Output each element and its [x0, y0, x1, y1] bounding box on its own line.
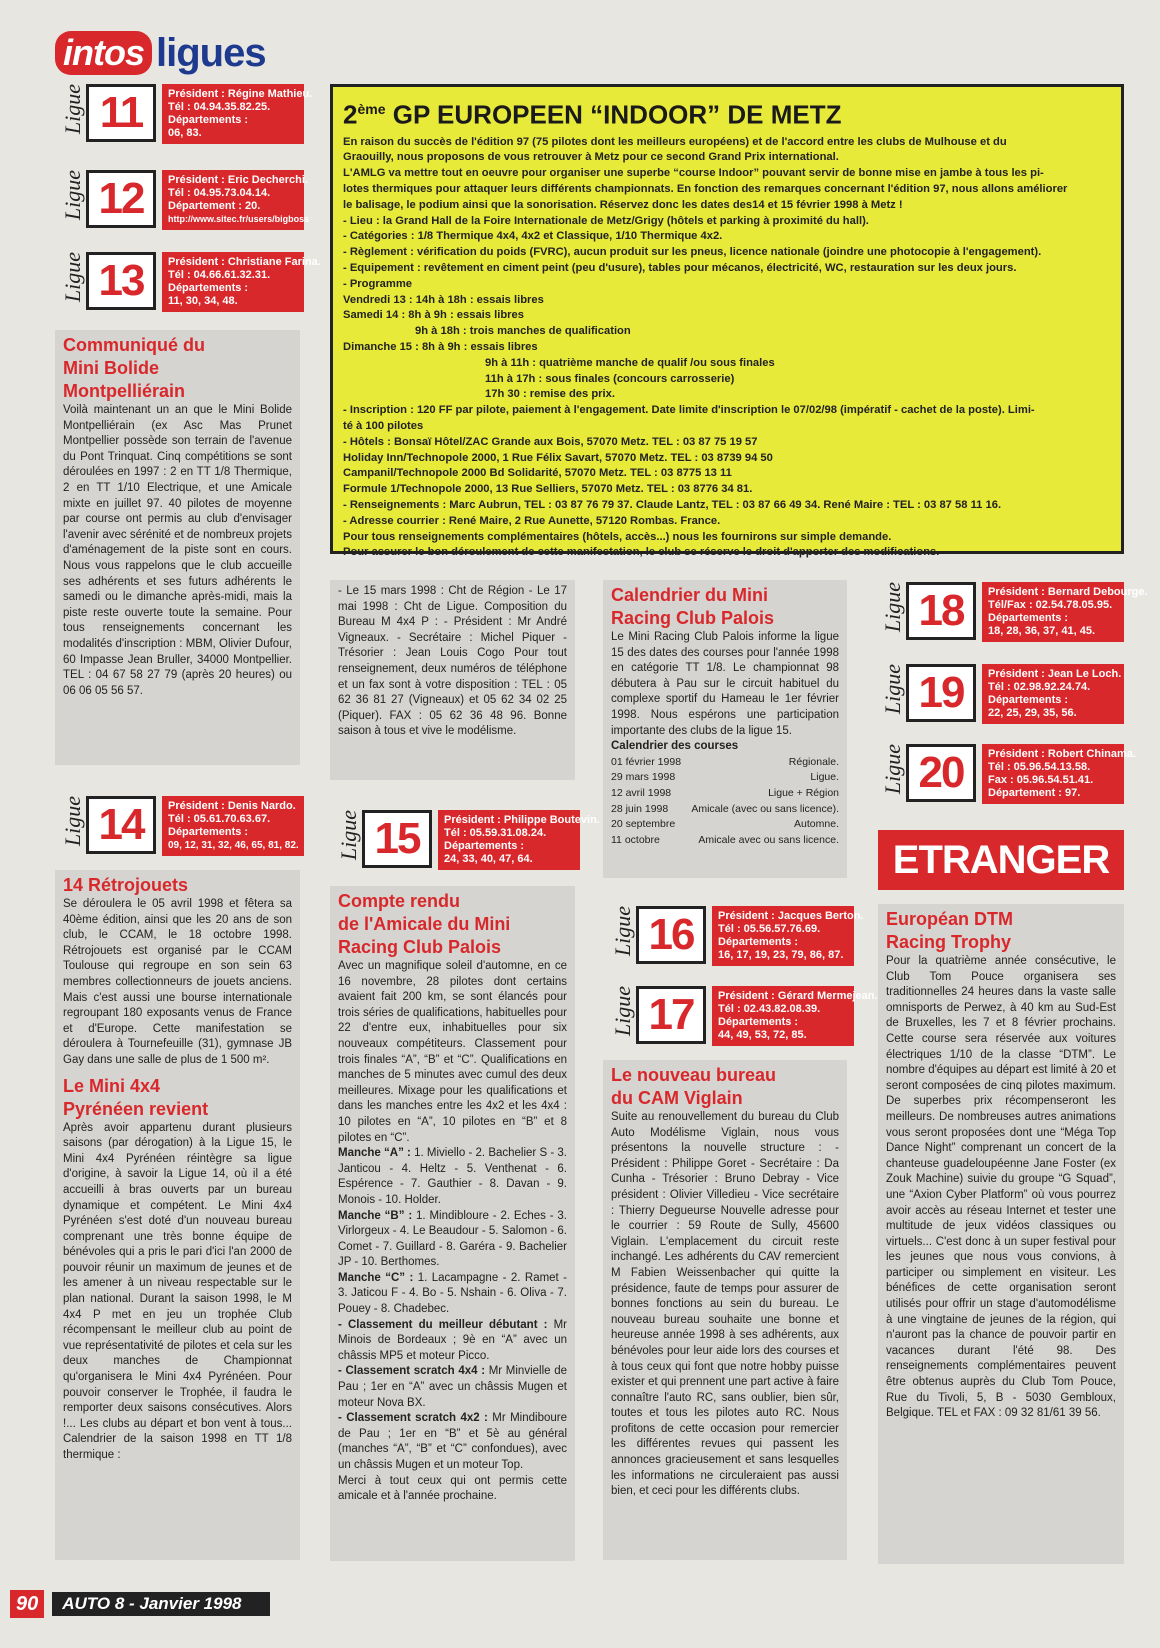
ligue-president: Président : Philippe Boutevin. — [444, 814, 600, 826]
manche-label: Manche “A” : — [338, 1147, 411, 1160]
ligue-17-box — [610, 986, 878, 1046]
ligue-info — [162, 252, 321, 312]
palois-calendar-article — [603, 580, 847, 878]
viglain-article — [603, 1060, 847, 1560]
section-header — [55, 28, 266, 78]
gp-line: 9h à 11h : quatrième manche de qualif /ou sous finales — [485, 356, 775, 369]
gp-line: té à 100 pilotes — [343, 420, 424, 432]
ligue-dept-label: Départements : — [718, 1016, 799, 1028]
mini4x4-text: Après avoir appartenu durant plusieurs saisons (par dérogation) à la Ligue 15, le Mini 4x4 Pyrénéen réintègre sa ligue d'origine, à savoir la Ligue 14, où il a été accueilli à bras ouverts par un bureau dynamique et compétent. Le Mini 4x4 Pyrénéen s'est doté d'un nouveau bureau comprenant une très bonne équipe de bénévoles qui a pris le pari d'ici l'an 2000 de pouvoir réunir un maximum de jeunes et de les amener à un niveau respectable sur le plan national. Durant la saison 1998, le M 4x4 P met en jeu un trophée Club récompensant le meilleur club au point de vue représentativité de pilotes et cela sur les deux manches de Championnat qu'organisera le Mini 4x4 Pyrénéen. Pour pouvoir conserver le Trophée, il faudra le remporter deux saisons consécutives. Alors !... Les clubs au départ et bon vent à tous... Calendrier de la saison 1998 en TT 1/8 thermique : — [63, 1121, 292, 1461]
title-line: 14 Rétrojouets — [63, 875, 189, 895]
ligue-15-box — [336, 810, 600, 870]
calendar-type: Amicale (avec ou sans licence). — [691, 802, 839, 815]
gp-metz-box — [330, 84, 1124, 559]
ligue-label: Ligue — [60, 252, 85, 303]
gp-line: Campanil/Technopole 2000 Bd Solidarité, 57070 Metz. TEL : 03 8775 13 11 — [343, 467, 732, 480]
calendar-type: Automne. — [794, 818, 839, 831]
calendar-type: Régionale. — [788, 755, 839, 768]
ligue-19-box — [880, 664, 1124, 724]
ligue-tel: Tél : 02.98.92.24.74. — [988, 681, 1091, 693]
ligue-president: Président : Eric Decherchi. — [168, 174, 308, 186]
ligue-dept-label: Départements : — [168, 826, 249, 838]
gp-line: Graouilly, nous proposons de vous retrouver à Metz pour ce second Grand Prix international. — [343, 151, 839, 164]
ligue-president: Président : Gérard Mermejean. — [718, 990, 878, 1002]
calendar-date: 11 octobre — [611, 833, 660, 846]
ligue-label: Ligue — [336, 810, 361, 861]
calendar-date: 01 février 1998 — [611, 755, 682, 768]
ligue-number: 13 — [86, 252, 156, 310]
ligue-info — [162, 84, 313, 144]
ligue-fax: Fax : 05.96.54.51.41. — [988, 774, 1094, 786]
calendar-row — [611, 802, 839, 818]
ligue-tel: Tél : 04.95.73.04.14. — [168, 187, 271, 199]
ligue-label: Ligue — [880, 664, 905, 715]
header-ligues: ligues — [156, 30, 266, 75]
manche-label: Manche “B” : — [338, 1209, 413, 1222]
ligue15-info-text: - Le 15 mars 1998 : Cht de Région - Le 17 mai 1998 : Cht de Ligue. Composition du Bureau M 4x4 P : - Président : Mr André Vigneaux. - Secrétaire : Michel Piquer - Trésorier : Jean Louis Cogo Pour tout renseignement, deux numéros de téléphone et un fax sont à votre disposition : TEL : 05 62 36 81 27 (Vigneaux) et 05 62 34 02 25 (Piquer). FAX : 05 62 36 48 96. Bonne saison à tous et vive le modélisme. — [338, 585, 567, 738]
gp-line: Holiday Inn/Technopole 2000, 1 Rue Félix Savart, 57070 Metz. TEL : 03 8739 94 50 — [343, 451, 773, 464]
gp-line: En raison du succès de l'édition 97 (75 pilotes dont les meilleurs européens) et de l'accord entre les clubs de Mulhouse et du — [343, 135, 1007, 148]
ligue-label: Ligue — [60, 170, 85, 221]
ligue-label: Ligue — [880, 744, 905, 795]
ligue-label: Ligue — [60, 796, 85, 847]
title-line: Racing Trophy — [886, 932, 1012, 952]
calendar-date: 28 juin 1998 — [611, 802, 669, 815]
manche-results: 1. Mindibloure - 2. Eches - 3. Virlorgeux - 4. Le Beaudour - 5. Salomon - 6. Comet - 7. Guillard - 8. Garéra - 9. Bachelier JP - 10. Berthomes. — [338, 1209, 567, 1269]
ligue-12-box — [60, 170, 310, 230]
gp-title-text: GP EUROPEEN “INDOOR” DE METZ — [385, 99, 842, 130]
gp-title-num: 2 — [343, 99, 358, 130]
ligue-20-box — [880, 744, 1136, 804]
manche-results: 1. Lacampagne - 2. Ramet - 3. Jaticou F - 4. Bo - 5. Nshain - 6. Oliva - 7. Pouey - 8. Chadebec. — [338, 1271, 567, 1316]
amicale-title — [338, 890, 567, 959]
ligue-number: 15 — [362, 810, 432, 868]
gp-line: le balisage, le podium ainsi que la sonorisation. Réservez donc les dates des14 et 15 février 1998 à Metz ! — [343, 198, 903, 211]
title-line: Calendrier du Mini — [611, 585, 769, 605]
classement-text: Mr Minvielle de Pau ; 1er en “A” avec un châssis Mugen et moteur Nova BX. — [338, 1365, 567, 1409]
dtm-title — [886, 908, 1116, 954]
gp-line: - Catégories : 1/8 Thermique 4x4, 4x2 et Classique, 1/10 Thermique 4x2. — [343, 230, 723, 243]
gp-line: - Renseignements : Marc Aubrun, TEL : 03 87 76 79 37. Claude Lantz, TEL : 03 87 66 49 34. René Maire : TEL : 03 87 58 11 16. — [343, 498, 1002, 511]
gp-line: - Adresse courrier : René Maire, 2 Rue Aunette, 57120 Rombas. France. — [343, 514, 721, 527]
classement-4x2 — [338, 1411, 567, 1473]
ligue-tel: Tél/Fax : 02.54.78.05.95. — [988, 599, 1113, 611]
ligue-number: 17 — [636, 986, 706, 1044]
palois-text: Le Mini Racing Club Palois informe la ligue 15 des dates des courses pour l'année 1998 en catégorie TT 1/8. Le championnat 98 débutera à Pau sur le circuit habituel du complexe sportif du Hameau le 1er février 1998. Nous espérons une participation importante des clubs de la ligue 15. — [611, 631, 839, 737]
title-line: Communiqué du — [63, 335, 205, 355]
title-line: Le Mini 4x4 — [63, 1075, 161, 1096]
calendar-date: 20 septembre — [611, 818, 676, 831]
title-line: Le nouveau bureau — [611, 1065, 777, 1085]
ligue-president: Président : Bernard Debourge. — [988, 586, 1148, 598]
ligue-depts: 24, 33, 40, 47, 64. — [444, 853, 533, 865]
gp-line: - Hôtels : Bonsaï Hôtel/ZAC Grande aux Bois, 57070 Metz. TEL : 03 87 75 19 57 — [343, 435, 758, 448]
classement-label: - Classement scratch 4x2 : — [338, 1412, 488, 1425]
ligue-dept-label: Départements : — [168, 282, 249, 294]
gp-line: Formule 1/Technopole 2000, 13 Rue Selliers, 57070 Metz. TEL : 03 8776 34 81. — [343, 483, 753, 496]
ligue-number: 16 — [636, 906, 706, 964]
ligue-depts: 22, 25, 29, 35, 56. — [988, 707, 1077, 719]
ligue-dept-label: Départements : — [718, 936, 799, 948]
gp-line: - Règlement : vérification du poids (FVRC), aucun produit sur les pneus, licence nationale (joindre une photocopie à l'engagement). — [343, 246, 1042, 259]
ligue-tel: Tél : 05.59.31.08.24. — [444, 827, 547, 839]
manche-label: Manche “C” : — [338, 1271, 414, 1284]
ligue-number: 18 — [906, 582, 976, 640]
gp-line: Pour tous renseignements complémentaires (hôtels, accès...) nous les fournirons sur simple demande. — [343, 530, 892, 543]
calendar-list — [611, 755, 839, 849]
ligue-tel: Tél : 05.61.70.63.67. — [168, 813, 271, 825]
ligue15-info-article — [330, 580, 575, 780]
ligue-info — [712, 906, 864, 966]
calendar-row — [611, 770, 839, 786]
montpellier-title — [63, 334, 292, 403]
ligue-dept-label: Départements : — [444, 840, 525, 852]
retrojouets-title — [63, 874, 292, 897]
manche-c — [338, 1271, 567, 1318]
ligue-number: 19 — [906, 664, 976, 722]
ligue-dept-label: Département : 20. — [168, 200, 261, 212]
ligue-info — [982, 582, 1148, 642]
ligue-label: Ligue — [880, 582, 905, 633]
title-line: Européan DTM — [886, 909, 1014, 929]
calendar-date: 29 mars 1998 — [611, 771, 676, 784]
classement-label: - Classement du meilleur débutant : — [338, 1318, 548, 1331]
ligue-president: Président : Jacques Berton. — [718, 910, 864, 922]
amicale-article — [330, 886, 575, 1561]
ligue-label: Ligue — [60, 84, 85, 135]
dtm-article — [878, 904, 1124, 1564]
ligue-info — [162, 796, 304, 856]
amicale-end: Merci à tout ceux qui ont permis cette amicale et à l'année prochaine. — [338, 1474, 567, 1503]
ligue-tel: Tél : 05.56.57.76.69. — [718, 923, 821, 935]
ligue-label: Ligue — [610, 986, 635, 1037]
ligue-depts: 44, 49, 53, 72, 85. — [718, 1029, 807, 1041]
ligue-depts: Département : 97. — [988, 787, 1081, 799]
etranger-banner: ETRANGER — [878, 830, 1124, 890]
ligue-depts: 09, 12, 31, 32, 46, 65, 81, 82. — [168, 840, 299, 851]
classement-4x4 — [338, 1364, 567, 1411]
title-line: Compte rendu — [338, 891, 461, 911]
ligue-number: 11 — [86, 84, 156, 142]
gp-line: L'AMLG va mettre tout en oeuvre pour organiser une superbe “course Indoor” pouvant servir de bonne mise en jambe à tous les pi- — [343, 167, 1044, 180]
ligue-14-box — [60, 796, 304, 856]
calendar-row — [611, 833, 839, 849]
ligue-tel: Tél : 04.66.61.32.31. — [168, 269, 271, 281]
retrojouets-article — [55, 870, 300, 1560]
page-footer — [10, 1590, 270, 1618]
ligue-depts: 18, 28, 36, 37, 41, 45. — [988, 625, 1096, 637]
calendar-date: 12 avril 1998 — [611, 786, 672, 799]
ligue-13-box — [60, 252, 321, 312]
ligue-president: Président : Robert Chinama. — [988, 748, 1136, 760]
ligue-info — [982, 744, 1136, 804]
gp-line: - Inscription : 120 FF par pilote, paiement à l'engagement. Date limite d'inscription le 07/02/98 (impératif - cachet de la poste). Limi- — [343, 404, 1035, 417]
manche-b — [338, 1209, 567, 1271]
gp-title — [343, 93, 1111, 131]
gp-line: Pour assurer le bon déroulement de cette manifestation, le club se réserve le droit d'apporter des modifications. — [343, 546, 940, 559]
ligue-info — [712, 986, 878, 1046]
gp-line: 11h à 17h : sous finales (concours carrosserie) — [485, 372, 735, 385]
title-line: Mini Bolide — [63, 358, 159, 378]
title-line: Montpelliérain — [63, 381, 186, 401]
ligue-president: Président : Denis Nardo. — [168, 800, 296, 812]
classement-text: Mr Minois de Bordeaux ; 9è en “A” avec un châssis MP5 et moteur Picco. — [338, 1318, 567, 1362]
calendar-type: Ligue + Région — [768, 786, 839, 799]
ligue-depts: 06, 83. — [168, 127, 202, 139]
ligue-tel: Tél : 05.96.54.13.58. — [988, 761, 1091, 773]
page-number: 90 — [10, 1590, 44, 1618]
title-line: Pyrénéen revient — [63, 1098, 209, 1119]
ligue-16-box — [610, 906, 864, 966]
gp-body — [343, 135, 1111, 562]
montpellier-article — [55, 330, 300, 765]
title-line: Racing Club Palois — [338, 937, 502, 957]
ligue-president: Président : Christiane Farina. — [168, 256, 321, 268]
amicale-text: Avec un magnifique soleil d'automne, en ce 16 novembre, 28 pilotes dont certains avaient fait 200 km, se sont élancés pour trois séries de qualifications, habituelles pour 22 d'entre eux, inhabituelles pour six nouveaux compétiteurs. Classement pour trois finales “A”, “B” et “C”. Qualifications en manches de 5 minutes avec cumul des deux meilleures. Mixage pour les qualifications et dans les manches entre les 4x2 et les 4x4 : 10 pilotes en “A”, 10 pilotes en “B” et 8 pilotes en “C”. — [338, 960, 567, 1144]
ligue-president: Président : Régine Mathieu. — [168, 88, 313, 100]
title-line: de l'Amicale du Mini — [338, 914, 511, 934]
ligue-info — [162, 170, 310, 230]
viglain-text: Suite au renouvellement du bureau du Club Auto Modélisme Viglain, nous vous présentons la nouvelle structure : - Président : Philippe Goret - Secrétaire : Da Cunha - Trésorier : Bruno Debray - Vice président : Olivier Villedieu - Vice secrétaire : Thierry Degueurse Nouvelle adresse pour le courrier : 59 Route de Sully, 45600 Viglain. L'emplacement du circuit reste inchangé. Les adhérents du CAV remercient M Fabien Weissenbacher qui quitte la présidence, faute de temps pour assurer de bonnes fonctions au sein du bureau. Le nouveau bureau souhaite une bonne et heureuse année 1998 à ses adhérents, aux bénévoles pour leur aide lors des courses et à tous ceux qui font que notre hobby puisse exister et qui prennent une part active à faire connaître l'auto RC, sans oublier, bien sûr, toutes et tous les pilotes auto RC. Nous profitons de cette occasion pour remercier les différentes revues qui passent les annonces gracieusement et sans lesquelles les informations ne circuleraient pas aussi bien, et ceci pour les différents clubs. — [611, 1111, 839, 1498]
gp-line: - Lieu : la Grand Hall de la Foire Internationale de Metz/Grigy (hôtels et parking à proximité du hall). — [343, 214, 869, 227]
ligue-number: 14 — [86, 796, 156, 854]
viglain-title — [611, 1064, 839, 1110]
ligue-depts: 16, 17, 19, 23, 79, 86, 87. — [718, 949, 844, 961]
ligue-depts: 11, 30, 34, 48. — [168, 295, 238, 307]
gp-line: Vendredi 13 : 14h à 18h : essais libres — [343, 293, 544, 306]
manche-a — [338, 1146, 567, 1208]
gp-title-sup: ème — [357, 101, 386, 117]
magazine-issue: AUTO 8 - Janvier 1998 — [52, 1592, 270, 1616]
ligue-18-box — [880, 582, 1148, 642]
ligue-11-box — [60, 84, 313, 144]
ligue-number: 20 — [906, 744, 976, 802]
calendar-row — [611, 786, 839, 802]
gp-line: Dimanche 15 : 8h à 9h : essais libres — [343, 341, 538, 354]
ligue-dept-label: Départements : — [988, 694, 1069, 706]
gp-line: 17h 30 : remise des prix. — [485, 388, 615, 401]
calendar-row — [611, 817, 839, 833]
ligue-info — [438, 810, 600, 870]
montpellier-text: Voilà maintenant un an que le Mini Bolide Montpelliérain (ex Asc Mas Prunet Montpellier possède son terrain de l'avenue du Pont Trinquat. Cinq compétitions se sont déroulées en 1997 : 2 en TT 1/8 Thermique, 2 en TT 1/10 Electrique, et une Amicale mixte en juillet 97. 40 pilotes de moyenne par course ont permis au club d'envisager l'avenir avec sérénité et de nombreux projets d'aménagement de la piste sont en cours. Nous vous rappelons que le club accueille ses adhérents et ses futurs adhérents le samedi ou le dimanche après-midi, mais la piste reste ouverte toute la semaine. Pour tous renseignements concernant les modalités d'inscription : MBM, Olivier Dufour, 60 Impasse Jean Bruller, 34000 Montpellier. TEL : 04 67 58 27 79 (après 20 heures) ou 06 06 05 56 57. — [63, 404, 292, 697]
ligue-tel: Tél : 02.43.82.08.39. — [718, 1003, 821, 1015]
ligue-dept-label: Départements : — [168, 114, 249, 126]
gp-line: 9h à 18h : trois manches de qualification — [415, 325, 631, 338]
calendar-row — [611, 755, 839, 771]
ligue-label: Ligue — [610, 906, 635, 957]
calendar-title: Calendrier des courses — [611, 740, 739, 753]
ligue-info — [982, 664, 1124, 724]
title-line: Racing Club Palois — [611, 608, 775, 628]
header-intos: intos — [55, 31, 152, 75]
calendar-type: Amicale avec ou sans licence. — [698, 833, 839, 846]
manche-results: 1. Miviello - 2. Bachelier S - 3. Janticou - 4. Heltz - 5. Venthenat - 6. Espérence - 7. Gauthier - 8. Davan - 9. Monois - 10. Holder. — [338, 1147, 567, 1206]
mini4x4-title — [63, 1075, 292, 1121]
classement-label: - Classement scratch 4x4 : — [338, 1365, 486, 1378]
ligue-president: Président : Jean Le Loch. — [988, 668, 1122, 680]
calendar-type: Ligue. — [810, 771, 839, 784]
ligue-website-link[interactable]: http://www.sitec.fr/users/bigboss — [168, 214, 310, 224]
gp-line: lotes thermiques pour attaquer leurs différents championnats. En fonction des remarques concernant l'édition 97, nous allons améliorer — [343, 183, 1068, 196]
ligue-tel: Tél : 04.94.35.82.25. — [168, 101, 271, 113]
palois-title — [611, 584, 839, 630]
title-line: du CAM Viglain — [611, 1088, 743, 1108]
retrojouets-text: Se déroulera le 05 avril 1998 et fêtera sa 40ème édition, ainsi que les 20 ans de son club, le CCAM, le 18 octobre 1998. Rétrojouets est organisé par le CCAM Toulouse qui regroupe en son sein 63 membres collectionneurs de jouets anciens. Mais c'est aussi une bourse internationale regroupant 180 exposants venus de France et d'Europe. Cette manifestation se déroulera à Tournefeuille (31), gymnase JB Gay dans une salle de plus de 1 500 m². — [63, 898, 292, 1066]
gp-line: - Equipement : revêtement en ciment peint (peu d'usure), tables pour mécanos, électricité, WC, restauration sur les deux jours. — [343, 262, 1017, 275]
amicale-body — [338, 959, 567, 1505]
ligue-number: 12 — [86, 170, 156, 228]
gp-line: Samedi 14 : 8h à 9h : essais libres — [343, 309, 524, 322]
gp-line: - Programme — [343, 277, 413, 290]
ligue-dept-label: Départements : — [988, 612, 1069, 624]
classement-text: Mr Mindiboure de Pau ; 1er en “B” et 5è au général (manches “A”, “B” et “C” confondues), avec un châssis Mugen et un moteur Top. — [338, 1412, 567, 1471]
dtm-text: Pour la quatrième année consécutive, le Club Tom Pouce organisera ses traditionnelles 24 heures dans la vaste salle omnisports de Perwez, à 40 km au Sud-Est de Bruxelles, les 7 et 8 février prochains. Cette course sera réservée aux voitures électriques 1/10 de la classe “DTM”. Le nombre d'équipes au départ est limité à 20 et seront composées de cinq pilotes maximum. De superbes prix récompenseront les meilleurs. De nombreuses autres animations vous seront proposées dont une “Méga Top Dance Night” comprenant un concert de la chanteuse guadeloupéenne Jane Foster (ex Zouk Machine) suivie du groupe “G Squad”, une “Axion Cyber Platform” où vous pourrez avoir accès au réseau Internet et tester une multitude de jeux vidéos classiques ou virtuels... C'est donc à un super festival pour les jeunes que nous vous convions, à participer ou simplement en visiteur. Les bénéfices de cette organisation seront utilisés pour offrir un stage d'automodélisme à une vingtaine de jeunes de la région, qui n'auront pas la chance de pouvoir partir en vacances durant l'été 98. Des renseignements complémentaires peuvent être obtenus auprès du Club Tom Pouce, Rue du Tivoli, 5, B - 5030 Gembloux, Belgique. TEL et FAX : 09 32 81/61 39 56. — [886, 955, 1116, 1420]
classement-debutant — [338, 1318, 567, 1365]
